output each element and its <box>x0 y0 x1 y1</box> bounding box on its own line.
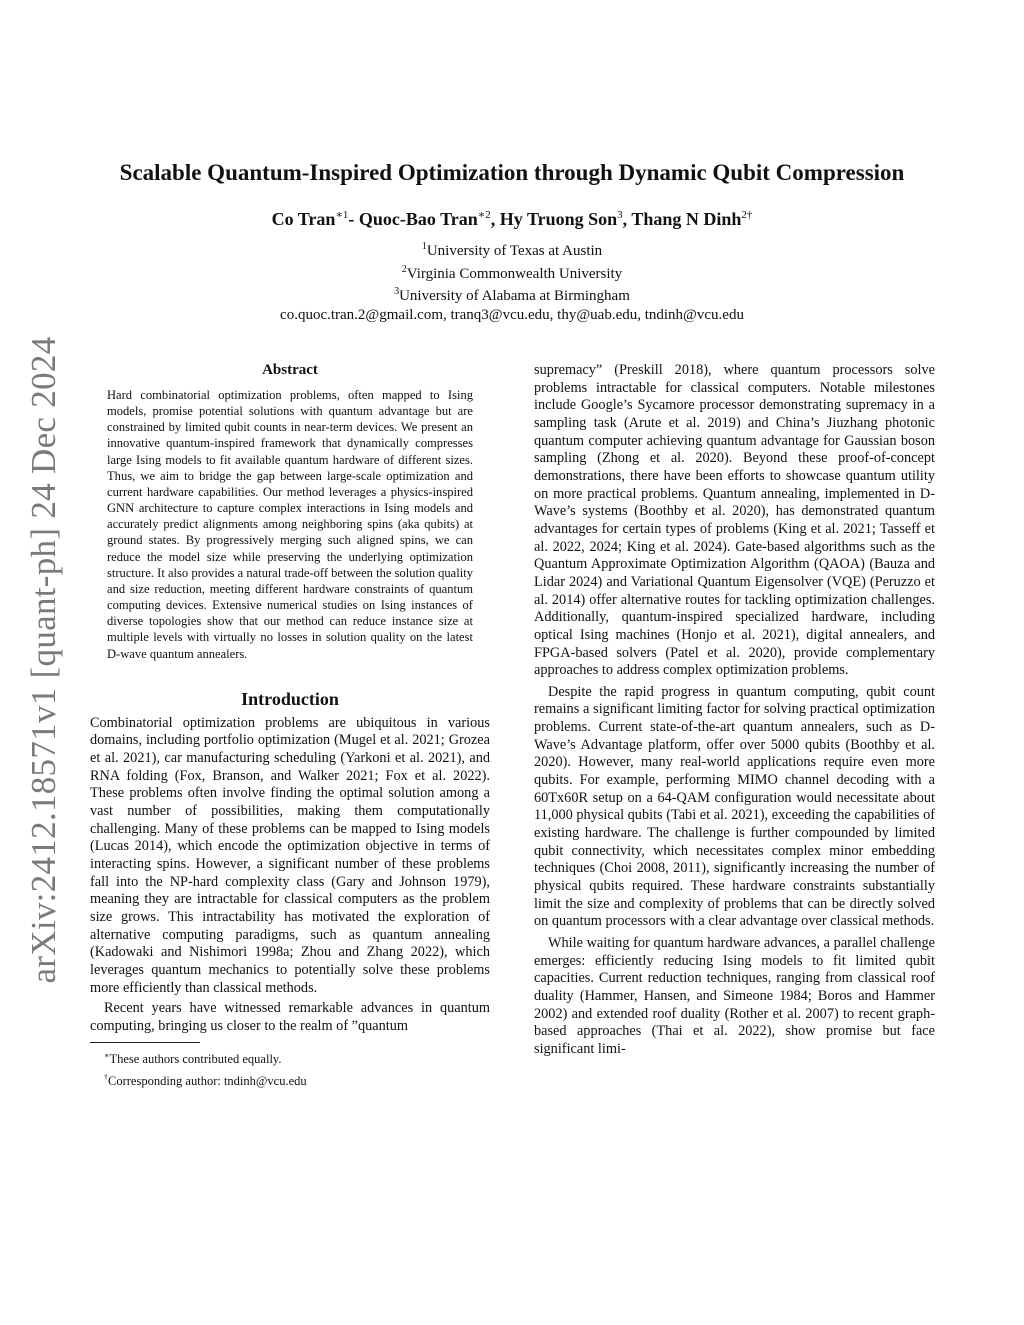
author-separator: , <box>490 209 500 229</box>
author-affiliation-mark: ∗2 <box>477 209 491 221</box>
right-column <box>534 362 935 1059</box>
footnote-mark: ∗ <box>104 1051 110 1061</box>
affiliation-mark: 2 <box>401 263 407 275</box>
abstract-text: Hard combinatorial optimization problems, often mapped to Ising models, promise potential solutions with quantum advantage but are constrained by limited qubit counts in near-term devices. We present an innovative quantum-inspired framework that dynamically compresses large Ising models to fit available quantum hardware of different sizes. Thus, we aim to bridge the gap between large-scale optimization and current hardware capabilities. Our method leverages a physics-inspired GNN architecture to capture complex interactions in Ising models and accurately predict alignments among neighboring spins (aka qubits) at ground states. By progressively merging such aligned spins, we can reduce the model size while preserving the underlying optimization structure. It also provides a natural trade-off between the solution quality and size reduction, meeting different hardware constraints of quantum computing devices. Extensive numerical studies on Ising instances of diverse topologies show that our method can reduce instance size at multiple levels with virtually no losses in solution quality on the latest D-wave quantum annealers. <box>107 388 473 661</box>
affiliation-mark: 1 <box>421 241 427 252</box>
affiliation-mark: 3 <box>394 286 400 297</box>
arxiv-identifier-stamp: arXiv:2412.18571v1 [quant-ph] 24 Dec 2024 <box>24 336 63 984</box>
author-affiliation-mark: 2† <box>741 209 753 221</box>
author-name: Thang N Dinh <box>631 209 742 229</box>
author-emails: co.quoc.tran.2@gmail.com, tranq3@vcu.edu, thy@uab.edu, tndinh@vcu.edu <box>280 306 744 323</box>
footnote <box>104 1047 490 1068</box>
intro-paragraph: Combinatorial optimization problems are ubiquitous in various domains, including portfolio optimization (Mugel et al. 2021; Grozea et al. 2021), car manufacturing scheduling (Yarkoni et al. 2021), and RNA folding (Fox, Branson, and Walker 2021; Fox et al. 2022). These problems often involve finding the optimal solution among a vast number of possibilities, making them computationally challenging. Many of these problems can be mapped to Ising models (Lucas 2014), which encode the optimization objective in terms of interacting spins. However, a significant number of these problems fall into the NP-hard complexity class (Gary and Johnson 1979), meaning they are intractable for classical computers as the problem size grows. This intractability has motivated the exploration of alternative computing paradigms, such as quantum annealing (Kadowaki and Nishimori 1998a; Zhou and Zhang 2022), which leverages quantum mechanics to potentially solve these problems more efficiently than classical methods. <box>90 714 490 996</box>
left-column <box>90 362 490 1090</box>
affiliation-text: University of Alabama at Birmingham <box>399 288 630 304</box>
author-name: Co Tran <box>271 209 336 229</box>
author-separator: - <box>348 209 359 229</box>
introduction-heading: Introduction <box>241 688 339 709</box>
body-paragraph: supremacy” (Preskill 2018), where quantum processors solve problems intractable for classical computers. Notable milestones include Google’s Sycamore processor demonstrating supremacy in a sampling task (Arute et al. 2019) and China’s Jiuzhang photonic quantum computer achieving quantum advantage for Gaussian boson sampling (Zhong et al. 2020). Beyond these proof-of-concept demonstrations, there have been efforts to showcase quantum utility on more practical problems. Quantum annealing, implemented in D-Wave’s systems (Boothby et al. 2020), has demonstrated quantum advantages for certain types of problems (King et al. 2021; Tasseff et al. 2022, 2024; King et al. 2024). Gate-based algorithms such as the Quantum Approximate Optimization Algorithm (QAOA) (Bauza and Lidar 2024) and Variational Quantum Eigensolver (VQE) (Peruzzo et al. 2014) offer alternative routes for tackling optimization challenges. Additionally, quantum-inspired specialized hardware, including optical Ising machines (Honjo et al. 2021), digital annealers, and FPGA-based solvers (Patel et al. 2020), provide complementary approaches to address complex optimization problems. <box>534 362 935 679</box>
author-affiliation-mark: 3 <box>617 209 623 221</box>
body-paragraph: Despite the rapid progress in quantum computing, qubit count remains a significant limiting factor for solving practical optimization problems. Current state-of-the-art quantum annealers, such as D-Wave’s Advantage platform, offer over 5000 qubits (Boothby et al. 2020). However, many real-world applications require even more qubits. For example, performing MIMO channel decoding with a 60Tx60R setup on a 64-QAM configuration would necessitate about 11,000 physical qubits (Tabi et al. 2021), exceeding the capabilities of existing hardware. The challenge is further compounded by limited qubit connectivity, which necessitates complex minor embedding techniques (Choi 2008, 2011), significantly increasing the number of physical qubits required. These hardware constraints substantially limit the size and complexity of problems that can be directly solved on quantum processors with a clear advantage over classical methods. <box>534 683 935 930</box>
affiliation-text: University of Texas at Austin <box>426 243 603 259</box>
affiliation-line <box>0 238 1024 261</box>
author-separator: , <box>622 209 632 229</box>
author-affiliation-mark: ∗1 <box>335 209 349 221</box>
affiliation-line <box>0 283 1024 306</box>
footnote-divider <box>90 1042 200 1043</box>
footnote-mark: † <box>104 1072 108 1082</box>
author-name: Quoc-Bao Tran <box>358 209 478 229</box>
body-paragraph: While waiting for quantum hardware advances, a parallel challenge emerges: efficiently reducing Ising models to fit limited qubit capacities. Current reduction techniques, ranging from classical roof duality (Hammer, Hansen, and Simeone 1984; Boros and Hammer 2002) and extended roof duality (Rother et al. 2007) to recent graph-based approaches (Thai et al. 2022), show promise but face significant limi- <box>534 935 935 1057</box>
abstract-heading: Abstract <box>262 362 318 378</box>
affiliation-line <box>0 261 1024 284</box>
paper-title: Scalable Quantum-Inspired Optimization through Dynamic Qubit Compression <box>119 160 905 185</box>
author-list <box>0 208 1024 230</box>
affiliation-text: Virginia Commonwealth University <box>406 265 623 282</box>
footnote-text: These authors contributed equally. <box>109 1052 282 1067</box>
intro-paragraph: Recent years have witnessed remarkable advances in quantum computing, bringing us closer to the realm of ”quantum <box>90 1000 490 1034</box>
author-name: Hy Truong Son <box>499 209 618 229</box>
footnote-text: Corresponding author: tndinh@vcu.edu <box>108 1073 307 1088</box>
footnote <box>104 1069 490 1090</box>
affiliations-block <box>0 238 1024 324</box>
